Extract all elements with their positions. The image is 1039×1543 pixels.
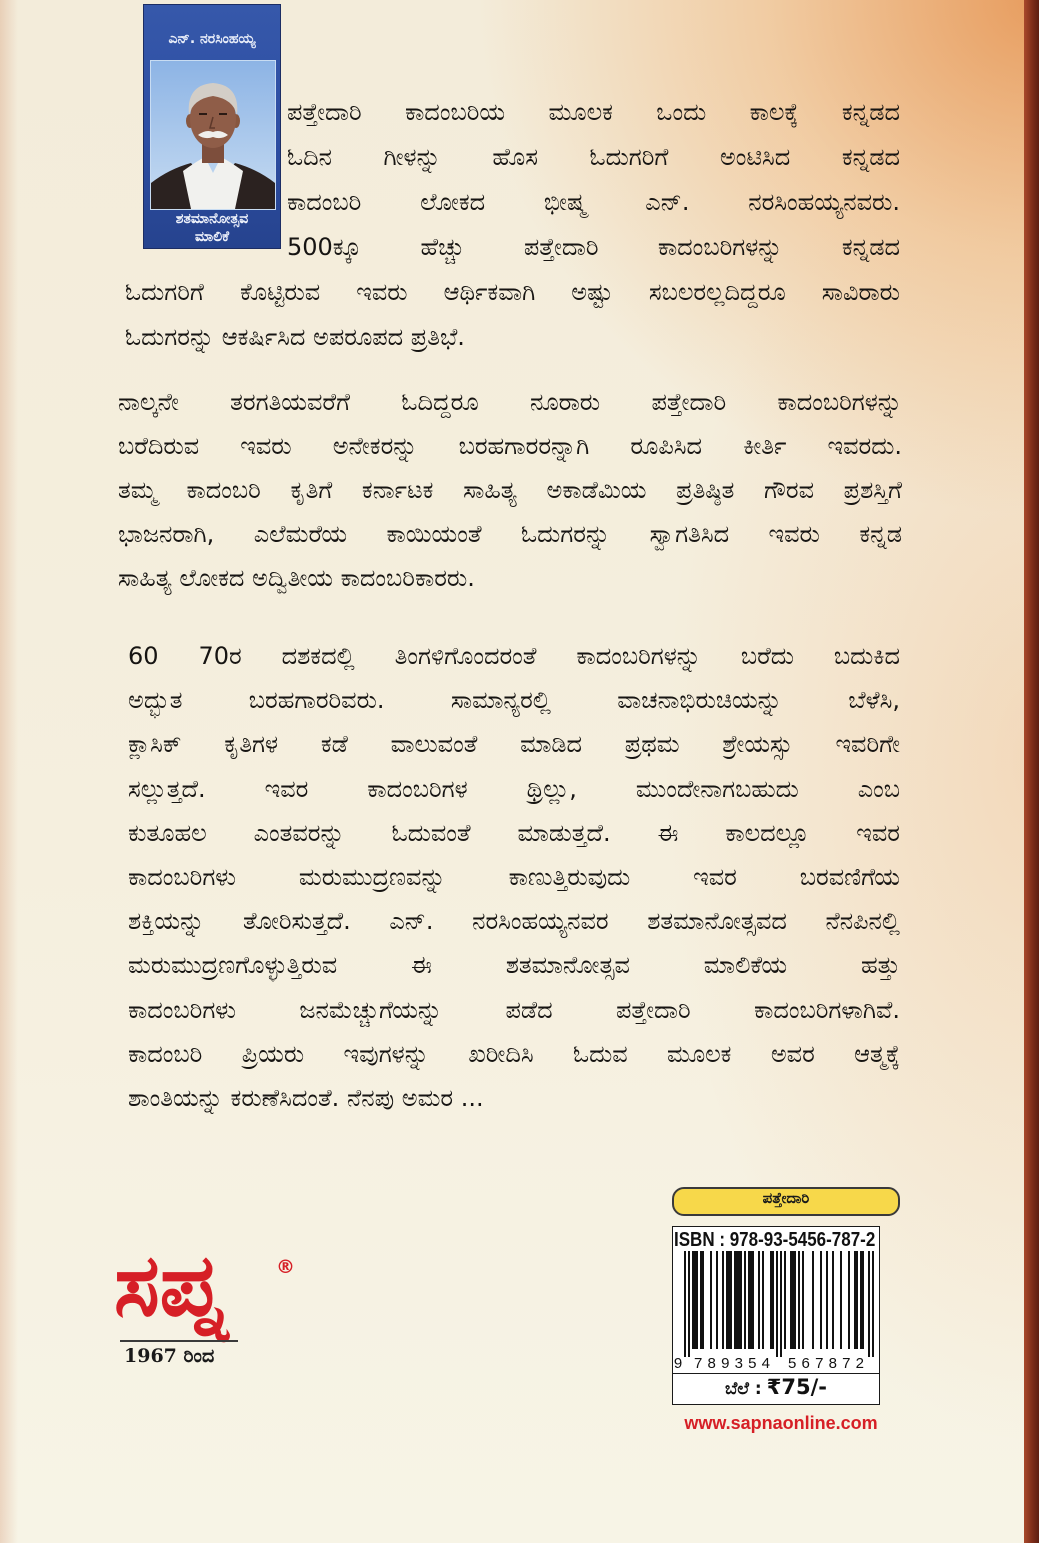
blurb-line: ನಾಲ್ಕನೇ ತರಗತಿಯವರೆಗೆ ಓದಿದ್ದರೂ ನೂರಾರು ಪತ್ತೇದಾರಿ ಕಾದಂಬರಿಗಳನ್ನು	[118, 388, 902, 416]
blurb-line: ಅದ್ಭುತ ಬರಹಗಾರರಿವರು. ಸಾಮಾನ್ಯರಲ್ಲಿ ವಾಚನಾಭಿರುಚಿಯನ್ನು ಬೆಳೆಸಿ,	[128, 686, 900, 715]
blurb-paragraph-3	[128, 634, 900, 1120]
blurb-line: ಸಾಹಿತ್ಯ ಲೋಕದ ಅದ್ವಿತೀಯ ಕಾದಂಬರಿಕಾರರು.	[118, 564, 475, 592]
blurb-line: ಶಕ್ತಿಯನ್ನು ತೋರಿಸುತ್ತದೆ. ಎನ್. ನರಸಿಂಹಯ್ಯನವರ ಶತಮಾನೋತ್ಸವದ ನೆನಪಿನಲ್ಲಿ	[128, 907, 900, 936]
barcode-bar	[854, 1251, 858, 1349]
barcode-bar	[820, 1251, 822, 1349]
blurb-line: ತಮ್ಮ ಕಾದಂಬರಿ ಕೃತಿಗೆ ಕರ್ನಾಟಕ ಸಾಹಿತ್ಯ ಅಕಾಡೆಮಿಯ ಪ್ರತಿಷ್ಠಿತ ಗೌರವ ಪ್ರಶಸ್ತಿಗೆ	[118, 476, 902, 504]
registered-mark: ®	[276, 1256, 295, 1278]
barcode-digits-right: 567872	[788, 1355, 864, 1372]
barcode-bar	[744, 1251, 746, 1349]
blurb-line: ಓದಿನ ಗೀಳನ್ನು ಹೊಸ ಓದುಗರಿಗೆ ಅಂಟಿಸಿದ ಕನ್ನಡದ	[287, 143, 900, 171]
barcode-bar	[710, 1251, 712, 1349]
barcode-bar	[758, 1251, 760, 1349]
publisher-website: www.sapnaonline.com	[684, 1413, 878, 1433]
blurb-line: ಕಾದಂಬರಿ ಲೋಕದ ಭೀಷ್ಮ ಎನ್. ನರಸಿಂಹಯ್ಯನವರು.	[287, 188, 900, 216]
blurb-line: ಕಾದಂಬರಿಗಳು ಜನಮೆಚ್ಚುಗೆಯನ್ನು ಪಡೆದ ಪತ್ತೇದಾರಿ ಕಾದಂಬರಿಗಳಾಗಿವೆ.	[128, 995, 900, 1024]
blurb-line: ಸಲ್ಲುತ್ತದೆ. ಇವರ ಕಾದಂಬರಿಗಳ ಥ್ರಿಲ್ಲು, ಮುಂದೇನಾಗಬಹುದು ಎಂಬ	[128, 774, 900, 803]
barcode-bar	[784, 1251, 786, 1349]
series-label-line-2: ಮಾಲಿಕೆ	[194, 229, 230, 245]
logo-underline	[120, 1340, 238, 1342]
cover-page-edge	[1024, 0, 1039, 1543]
blurb-paragraph-2	[118, 380, 902, 600]
series-label-line-1: ಶತಮಾನೋತ್ಸವ	[175, 211, 249, 227]
barcode-bar	[860, 1251, 864, 1349]
price-amount: ₹75/-	[766, 1375, 828, 1399]
blurb-line: ಓದುಗರಿಗೆ ಕೊಟ್ಟಿರುವ ಇವರು ಆರ್ಥಿಕವಾಗಿ ಅಷ್ಟು ಸಬಲರಲ್ಲದಿದ್ದರೂ ಸಾವಿರಾರು	[125, 278, 900, 306]
barcode-bar	[770, 1251, 774, 1349]
blurb-line: 60 70ರ ದಶಕದಲ್ಲಿ ತಿಂಗಳಿಗೊಂದರಂತೆ ಕಾದಂಬರಿಗಳನ್ನು ಬರೆದು ಬದುಕಿದ	[128, 642, 900, 670]
publisher-since-label: 1967 ರಿಂದ	[124, 1345, 215, 1367]
blurb-line: ಕಾದಂಬರಿಗಳು ಮರುಮುದ್ರಣವನ್ನು ಕಾಣುತ್ತಿರುವುದು ಇವರ ಬರವಣಿಗೆಯ	[128, 862, 900, 891]
blurb-line: ಶಾಂತಿಯನ್ನು ಕರುಣೆಸಿದಂತೆ. ನೆನಪು ಅಮರ ...	[128, 1083, 484, 1112]
blurb-line: ಪತ್ತೇದಾರಿ ಕಾದಂಬರಿಯ ಮೂಲಕ ಒಂದು ಕಾಲಕ್ಕೆ ಕನ್ನಡದ	[287, 98, 900, 126]
cover-left-shade	[0, 0, 18, 1543]
barcode-bar	[762, 1251, 764, 1349]
barcode-bar	[748, 1251, 754, 1349]
barcode-bar	[734, 1251, 742, 1349]
blurb-line: ಕ್ಲಾಸಿಕ್ ಕೃತಿಗಳ ಕಡೆ ವಾಲುವಂತೆ ಮಾಡಿದ ಪ್ರಥಮ ಶ್ರೇಯಸ್ಸು ಇವರಿಗೇ	[128, 730, 900, 759]
barcode-bars	[684, 1251, 874, 1357]
blurb-line: ಬರೆದಿರುವ ಇವರು ಅನೇಕರನ್ನು ಬರಹಗಾರರನ್ನಾಗಿ ರೂಪಿಸಿದ ಕೀರ್ತಿ ಇವರದು.	[118, 432, 902, 460]
isbn-number: ISBN : 978-93-5456-787-2	[674, 1228, 876, 1251]
barcode-bar	[790, 1251, 796, 1349]
barcode-bar	[872, 1251, 874, 1357]
barcode-bar	[716, 1251, 718, 1349]
barcode-bar	[726, 1251, 732, 1349]
genre-label: ಪತ್ತೇದಾರಿ	[672, 1187, 900, 1216]
barcode-bar	[722, 1251, 724, 1349]
blurb-line: ಕಾದಂಬರಿ ಪ್ರಿಯರು ಇವುಗಳನ್ನು ಖರೀದಿಸಿ ಓದುವ ಮೂಲಕ ಅವರ ಆತ್ಮಕ್ಕೆ	[128, 1039, 900, 1068]
barcode-bar	[780, 1251, 782, 1357]
barcode-digit-prefix: 9	[673, 1355, 683, 1372]
barcode-bar	[700, 1251, 704, 1349]
barcode-bar	[848, 1251, 850, 1349]
barcode-digits-left: 789354	[694, 1355, 770, 1372]
publisher-logo: ಸಪ್ನ	[114, 1236, 227, 1336]
price-box	[672, 1373, 880, 1405]
barcode-bar	[692, 1251, 698, 1349]
blurb-line: ಕುತೂಹಲ ಎಂತವರನ್ನು ಓದುವಂತೆ ಮಾಡುತ್ತದೆ. ಈ ಕಾಲದಲ್ಲೂ ಇವರ	[128, 818, 900, 847]
blurb-line: ಓದುಗರನ್ನು ಆಕರ್ಷಿಸಿದ ಅಪರೂಪದ ಪ್ರತಿಭೆ.	[125, 323, 465, 351]
barcode-bar	[826, 1251, 828, 1349]
barcode-bar	[832, 1251, 834, 1349]
price-label: ಬೆಲೆ :	[724, 1379, 762, 1399]
barcode-bar	[802, 1251, 804, 1349]
author-name-label: ಎನ್. ನರಸಿಂಹಯ್ಯ	[168, 31, 256, 47]
barcode-bar	[776, 1251, 778, 1357]
barcode	[672, 1251, 880, 1373]
blurb-line: ಭಾಜನರಾಗಿ, ಎಲೆಮರೆಯ ಕಾಯಿಯಂತೆ ಓದುಗರನ್ನು ಸ್ವಾಗತಿಸಿದ ಇವರು ಕನ್ನಡ	[118, 520, 902, 548]
barcode-bar	[868, 1251, 870, 1357]
barcode-bar	[812, 1251, 814, 1349]
barcode-bar	[688, 1251, 690, 1357]
barcode-bar	[840, 1251, 842, 1349]
blurb-line: ಮರುಮುದ್ರಣಗೊಳ್ಳುತ್ತಿರುವ ಈ ಶತಮಾನೋತ್ಸವ ಮಾಲಿಕೆಯ ಹತ್ತು	[128, 951, 900, 980]
barcode-bar	[798, 1251, 800, 1349]
blurb-paragraph-1	[125, 90, 900, 360]
barcode-bar	[684, 1251, 686, 1357]
blurb-line: 500ಕ್ಕೂ ಹೆಚ್ಚು ಪತ್ತೇದಾರಿ ಕಾದಂಬರಿಗಳನ್ನು ಕನ್ನಡದ	[287, 233, 900, 261]
